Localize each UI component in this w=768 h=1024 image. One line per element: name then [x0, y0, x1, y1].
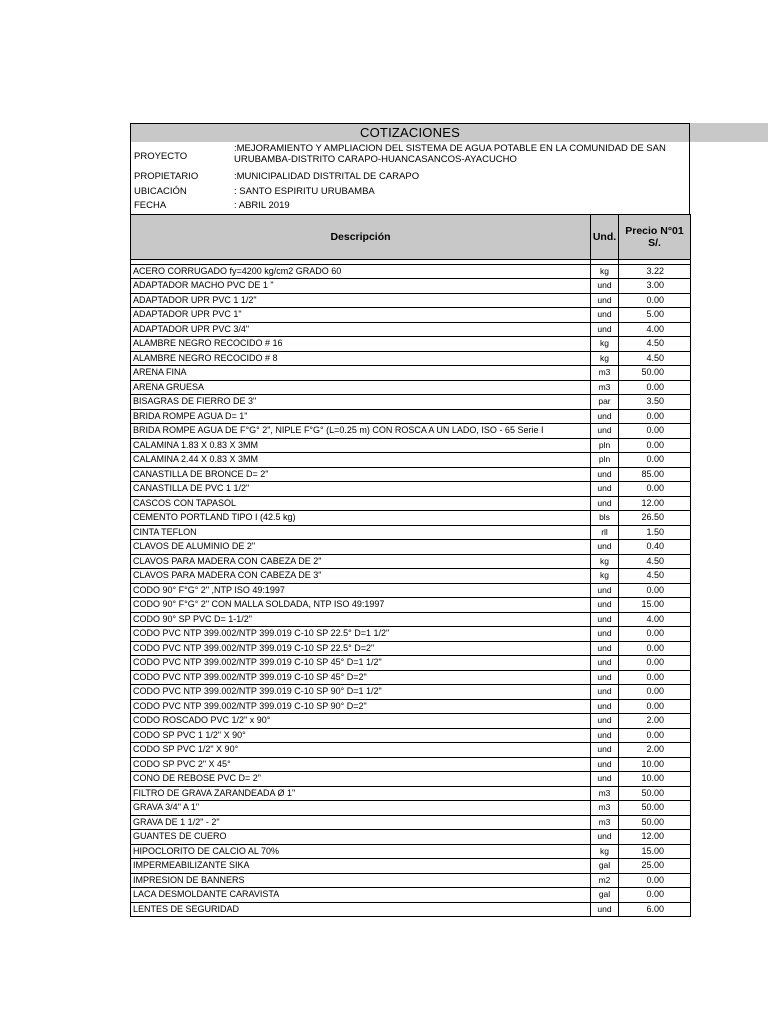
quotation-sheet [130, 123, 690, 917]
table-row [131, 496, 691, 511]
cell-precio: 5.00 [619, 308, 691, 323]
table-row [131, 438, 691, 453]
cell-descripcion: CANASTILLA DE PVC 1 1/2" [131, 482, 591, 497]
table-row [131, 801, 691, 816]
cell-und: m2 [591, 873, 619, 888]
cell-precio: 50.00 [619, 366, 691, 381]
cell-precio: 50.00 [619, 786, 691, 801]
cell-und: m3 [591, 801, 619, 816]
cell-descripcion: ADAPTADOR UPR PVC 3/4" [131, 322, 591, 337]
cell-descripcion: CODO PVC NTP 399.002/NTP 399.019 C-10 SP 45° D=1 1/2" [131, 656, 591, 671]
cell-und: rll [591, 525, 619, 540]
cell-descripcion: ADAPTADOR UPR PVC 1" [131, 308, 591, 323]
cell-und: und [591, 757, 619, 772]
cell-precio: 3.22 [619, 264, 691, 279]
table-row [131, 859, 691, 874]
cell-und: und [591, 830, 619, 845]
cell-precio: 3.50 [619, 395, 691, 410]
cell-precio: 3.00 [619, 279, 691, 294]
header-und: Und. [591, 214, 619, 259]
cell-descripcion: ACERO CORRUGADO fy=4200 kg/cm2 GRADO 60 [131, 264, 591, 279]
cell-und: pln [591, 438, 619, 453]
cell-precio: 85.00 [619, 467, 691, 482]
cell-und: kg [591, 569, 619, 584]
cell-descripcion: CODO 90° SP PVC D= 1-1/2" [131, 612, 591, 627]
cell-precio: 0.00 [619, 670, 691, 685]
cell-descripcion: CEMENTO PORTLAND TIPO I (42.5 kg) [131, 511, 591, 526]
cell-precio: 0.00 [619, 641, 691, 656]
cell-und: kg [591, 844, 619, 859]
cell-precio: 12.00 [619, 496, 691, 511]
table-row [131, 351, 691, 366]
cell-precio: 10.00 [619, 757, 691, 772]
table-row [131, 554, 691, 569]
cell-und: und [591, 670, 619, 685]
cell-und: und [591, 496, 619, 511]
cell-descripcion: CODO PVC NTP 399.002/NTP 399.019 C-10 SP 22.5° D=1 1/2" [131, 627, 591, 642]
cell-descripcion: HIPOCLORITO DE CALCIO AL 70% [131, 844, 591, 859]
cell-precio: 0.00 [619, 583, 691, 598]
cell-und: und [591, 409, 619, 424]
cell-descripcion: BRIDA ROMPE AGUA DE F°G° 2", NIPLE F°G° (L=0.25 m) CON ROSCA A UN LADO, ISO - 65 Serie I [131, 424, 591, 439]
table-row [131, 844, 691, 859]
table-row [131, 743, 691, 758]
cell-precio: 50.00 [619, 815, 691, 830]
cell-und: und [591, 656, 619, 671]
table-row [131, 873, 691, 888]
cell-descripcion: ADAPTADOR MACHO PVC DE 1 " [131, 279, 591, 294]
ubicacion-value: : SANTO ESPIRITU URUBAMBA [234, 185, 375, 197]
cell-precio: 0.00 [619, 482, 691, 497]
cell-descripcion: CLAVOS PARA MADERA CON CABEZA DE 2" [131, 554, 591, 569]
cell-descripcion: LACA DESMOLDANTE CARAVISTA [131, 888, 591, 903]
table-row [131, 308, 691, 323]
cell-precio: 50.00 [619, 801, 691, 816]
cell-descripcion: CASCOS CON TAPASOL [131, 496, 591, 511]
cell-und: und [591, 772, 619, 787]
cell-descripcion: CLAVOS DE ALUMINIO DE 2" [131, 540, 591, 555]
header-precio: Precio N°01 S/. [619, 214, 691, 259]
cell-und: kg [591, 554, 619, 569]
table-row [131, 540, 691, 555]
cell-descripcion: CODO PVC NTP 399.002/NTP 399.019 C-10 SP 90° D=2" [131, 699, 591, 714]
fecha-value: : ABRIL 2019 [234, 200, 290, 211]
cell-und: pln [591, 453, 619, 468]
cell-und: und [591, 685, 619, 700]
table-row [131, 670, 691, 685]
cell-und: und [591, 540, 619, 555]
table-row [131, 728, 691, 743]
info-row-ubicacion [131, 185, 689, 200]
cell-precio: 0.00 [619, 453, 691, 468]
cell-und: und [591, 728, 619, 743]
table-row [131, 409, 691, 424]
table-row [131, 656, 691, 671]
ubicacion-label: UBICACIÓN [134, 185, 187, 197]
table-row [131, 685, 691, 700]
cell-und: und [591, 699, 619, 714]
cell-precio: 4.50 [619, 337, 691, 352]
table-row [131, 279, 691, 294]
info-row-propietario [131, 170, 689, 185]
cell-und: und [591, 279, 619, 294]
cell-und: kg [591, 351, 619, 366]
cell-descripcion: CINTA TEFLON [131, 525, 591, 540]
cell-und: und [591, 467, 619, 482]
table-row [131, 525, 691, 540]
table-row [131, 453, 691, 468]
cell-precio: 0.00 [619, 424, 691, 439]
table-row [131, 380, 691, 395]
table-row [131, 366, 691, 381]
table-row [131, 264, 691, 279]
cell-precio: 0.00 [619, 728, 691, 743]
table-row [131, 322, 691, 337]
cell-descripcion: CODO 90° F°G° 2" CON MALLA SOLDADA, NTP ISO 49:1997 [131, 598, 591, 613]
cell-und: und [591, 627, 619, 642]
cell-descripcion: CONO DE REBOSE PVC D= 2" [131, 772, 591, 787]
cell-precio: 0.00 [619, 685, 691, 700]
table-row [131, 424, 691, 439]
cell-descripcion: ARENA GRUESA [131, 380, 591, 395]
info-row-fecha [131, 199, 689, 214]
cell-precio: 2.00 [619, 743, 691, 758]
table-row [131, 815, 691, 830]
cell-und: und [591, 293, 619, 308]
cell-descripcion: CODO SP PVC 2" X 45° [131, 757, 591, 772]
cell-und: und [591, 424, 619, 439]
cell-descripcion: GRAVA 3/4" A 1" [131, 801, 591, 816]
cell-descripcion: ALAMBRE NEGRO RECOCIDO # 8 [131, 351, 591, 366]
cell-precio: 15.00 [619, 844, 691, 859]
cell-und: und [591, 482, 619, 497]
cell-precio: 4.50 [619, 554, 691, 569]
cell-descripcion: CODO PVC NTP 399.002/NTP 399.019 C-10 SP 45° D=2" [131, 670, 591, 685]
cell-precio: 0.00 [619, 409, 691, 424]
cell-descripcion: ADAPTADOR UPR PVC 1 1/2" [131, 293, 591, 308]
cell-descripcion: CODO PVC NTP 399.002/NTP 399.019 C-10 SP 90° D=1 1/2" [131, 685, 591, 700]
table-header-row [131, 214, 691, 259]
cell-precio: 0.00 [619, 627, 691, 642]
table-row [131, 583, 691, 598]
table-row [131, 786, 691, 801]
cell-precio: 25.00 [619, 859, 691, 874]
cell-descripcion: ARENA FINA [131, 366, 591, 381]
fecha-label: FECHA [134, 200, 167, 211]
cell-und: bls [591, 511, 619, 526]
cell-und: und [591, 598, 619, 613]
cell-descripcion: CANASTILLA DE BRONCE D= 2" [131, 467, 591, 482]
table-row [131, 902, 691, 917]
cell-und: m3 [591, 786, 619, 801]
cell-und: und [591, 641, 619, 656]
cell-und: m3 [591, 366, 619, 381]
table-row [131, 395, 691, 410]
cell-und: par [591, 395, 619, 410]
cell-precio: 0.00 [619, 293, 691, 308]
propietario-value: :MUNICIPALIDAD DISTRITAL DE CARAPO [234, 171, 420, 182]
table-row [131, 641, 691, 656]
table-row [131, 612, 691, 627]
proyecto-label: PROYECTO [134, 150, 188, 162]
cell-precio: 4.00 [619, 612, 691, 627]
info-row-proyecto [131, 142, 689, 170]
cell-descripcion: GRAVA DE 1 1/2" - 2" [131, 815, 591, 830]
cell-descripcion: FILTRO DE GRAVA ZARANDEADA Ø 1" [131, 786, 591, 801]
cell-und: m3 [591, 380, 619, 395]
project-info [130, 142, 690, 214]
cell-descripcion: CALAMINA 1.83 X 0.83 X 3MM [131, 438, 591, 453]
table-row [131, 627, 691, 642]
cell-und: und [591, 902, 619, 917]
table-row [131, 757, 691, 772]
cell-descripcion: IMPERMEABILIZANTE SIKA [131, 859, 591, 874]
table-row [131, 337, 691, 352]
cell-und: und [591, 583, 619, 598]
table-row [131, 699, 691, 714]
cell-descripcion: CODO PVC NTP 399.002/NTP 399.019 C-10 SP 22.5° D=2" [131, 641, 591, 656]
proyecto-value: :MEJORAMIENTO Y AMPLIACION DEL SISTEMA DE AGUA POTABLE EN LA COMUNIDAD DE SAN URUBAMBA-DISTRITO CARAPO-HUANCASANCOS-AYACUCHO [234, 143, 666, 165]
cell-precio: 26.50 [619, 511, 691, 526]
table-row [131, 511, 691, 526]
cell-precio: 4.50 [619, 351, 691, 366]
cell-und: kg [591, 264, 619, 279]
table-row [131, 293, 691, 308]
cell-precio: 0.00 [619, 380, 691, 395]
cell-und: kg [591, 337, 619, 352]
cell-precio: 4.00 [619, 322, 691, 337]
cell-und: gal [591, 888, 619, 903]
cell-descripcion: BRIDA ROMPE AGUA D= 1" [131, 409, 591, 424]
cell-descripcion: ALAMBRE NEGRO RECOCIDO # 16 [131, 337, 591, 352]
cell-descripcion: LENTES DE SEGURIDAD [131, 902, 591, 917]
table-row [131, 772, 691, 787]
propietario-label: PROPIETARIO [134, 171, 199, 182]
header-descripcion: Descripción [131, 214, 591, 259]
cell-precio: 0.00 [619, 699, 691, 714]
cell-und: und [591, 322, 619, 337]
cell-descripcion: CODO SP PVC 1/2" X 90° [131, 743, 591, 758]
cell-und: und [591, 308, 619, 323]
cell-precio: 0.00 [619, 873, 691, 888]
cell-precio: 0.00 [619, 888, 691, 903]
table-row [131, 714, 691, 729]
cell-descripcion: BISAGRAS DE FIERRO DE 3" [131, 395, 591, 410]
table-row [131, 467, 691, 482]
cell-precio: 4.50 [619, 569, 691, 584]
cell-und: m3 [591, 815, 619, 830]
cell-precio: 0.00 [619, 438, 691, 453]
sheet-title: COTIZACIONES [130, 123, 690, 142]
cell-und: und [591, 714, 619, 729]
cell-precio: 12.00 [619, 830, 691, 845]
table-row [131, 598, 691, 613]
cell-und: gal [591, 859, 619, 874]
cell-precio: 10.00 [619, 772, 691, 787]
cell-precio: 0.00 [619, 656, 691, 671]
table-body [131, 259, 691, 917]
table-row [131, 888, 691, 903]
cell-descripcion: CODO 90° F°G° 2" ,NTP ISO 49:1997 [131, 583, 591, 598]
cell-descripcion: CLAVOS PARA MADERA CON CABEZA DE 3" [131, 569, 591, 584]
cell-descripcion: CODO ROSCADO PVC 1/2" x 90° [131, 714, 591, 729]
cell-descripcion: CODO SP PVC 1 1/2" X 90° [131, 728, 591, 743]
header-fill-extension [690, 123, 768, 142]
cell-precio: 2.00 [619, 714, 691, 729]
cell-descripcion: IMPRESION DE BANNERS [131, 873, 591, 888]
cell-precio: 15.00 [619, 598, 691, 613]
table-row [131, 830, 691, 845]
cell-descripcion: CALAMINA 2.44 X 0.83 X 3MM [131, 453, 591, 468]
table-row [131, 482, 691, 497]
cell-precio: 0.40 [619, 540, 691, 555]
cell-precio: 1.50 [619, 525, 691, 540]
table-row [131, 569, 691, 584]
cell-und: und [591, 612, 619, 627]
cell-und: und [591, 743, 619, 758]
cell-precio: 6.00 [619, 902, 691, 917]
cell-descripcion: GUANTES DE CUERO [131, 830, 591, 845]
price-table [130, 214, 691, 918]
